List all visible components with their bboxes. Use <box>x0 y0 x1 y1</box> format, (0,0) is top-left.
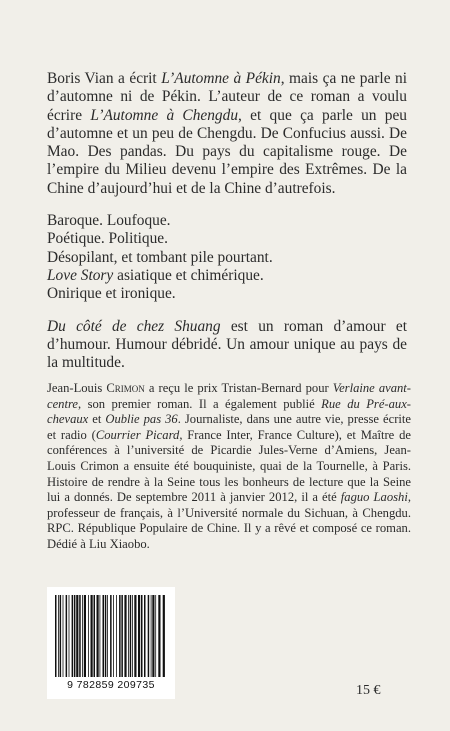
blurb-line-5: Onirique et ironique. <box>47 285 176 303</box>
bio-text: et <box>88 412 106 427</box>
author-last-name: Crimon <box>106 381 145 395</box>
barcode-number: 9 782859 209735 <box>67 679 155 691</box>
book-title-automne-chengdu: L’Automne à Chengdu <box>90 106 239 124</box>
blurb-paragraph-3 <box>47 318 407 373</box>
blurb-line-1: Baroque. Loufoque. <box>47 212 171 230</box>
bio-text: . Journaliste, dans une autre vie, presse écrite et radio ( <box>47 412 411 442</box>
blurb-text: , mais ça ne parle ni d’automne ni de Pékin. L’auteur de ce roman a voulu écrire <box>47 70 407 124</box>
bio-text: a reçu le prix Tristan-Bernard pour <box>144 381 333 395</box>
price: 15 € <box>356 683 381 698</box>
blurb-line-3: Désopilant, et tombant pile pourtant. <box>47 248 273 266</box>
blurb <box>47 70 407 372</box>
bio-text: , son premier roman. Il a également publié <box>78 396 322 411</box>
author-first-name: Jean-Louis <box>47 381 107 395</box>
blurb-text: , et que ça parle un peu d’automne et un peu de Chengdu. De Confucius aussi. De Mao. Des pandas. Du pays du capitalisme rouge. De l’empire du Milieu devenu l’empire des Extrêmes. De la Chine d’aujourd’hui et de la Chine d’autrefois. <box>47 106 407 197</box>
author-bio <box>47 381 411 553</box>
blurb-text: asiatique et chimérique. <box>113 266 264 284</box>
bio-text: , France Inter, France Culture), et Maître de conférences à l’université de Picardie Jules-Verne d’Amiens, Jean-Louis Crimon a ensuite été bouquiniste, quai de la Tournelle, à Paris. Histoire de rendre à la Seine tous les bonheurs de lecture que la Seine lui a donnés. De septembre 2011 à janvier 2012, il a été <box>47 427 411 505</box>
bio-title: Oublie pas 36 <box>105 412 178 427</box>
bio-title: Courrier Picard <box>95 427 180 442</box>
love-story-italic: Love Story <box>47 266 114 284</box>
blurb-line-2: Poétique. Politique. <box>47 230 168 248</box>
bio-title: Verlaine avant-centre <box>47 381 412 411</box>
book-title-shuang: Du côté de chez Shuang <box>47 317 221 335</box>
blurb-text: Boris Vian a écrit <box>47 70 162 87</box>
blurb-text: est un roman d’amour et d’humour. Humour débridé. Un amour unique au pays de la multitude. <box>47 317 407 372</box>
blurb-line-4 <box>47 267 407 285</box>
author-bio-paragraph <box>47 381 411 553</box>
book-title-automne-pekin: L’Automne à Pékin <box>161 70 281 87</box>
bio-title: faguo Laoshi <box>340 490 408 505</box>
barcode-bars <box>53 595 169 677</box>
bio-title: Rue du Pré-aux-chevaux <box>47 396 411 427</box>
bio-text: , professeur de français, à l’Université normale du Sichuan, à Chengdu. RPC. République Populaire de Chine. Il y a rêvé et composé ce roman. Dédié à Liu Xiaobo. <box>47 490 411 551</box>
barcode <box>47 587 175 699</box>
blurb-paragraph-1 <box>47 70 407 198</box>
